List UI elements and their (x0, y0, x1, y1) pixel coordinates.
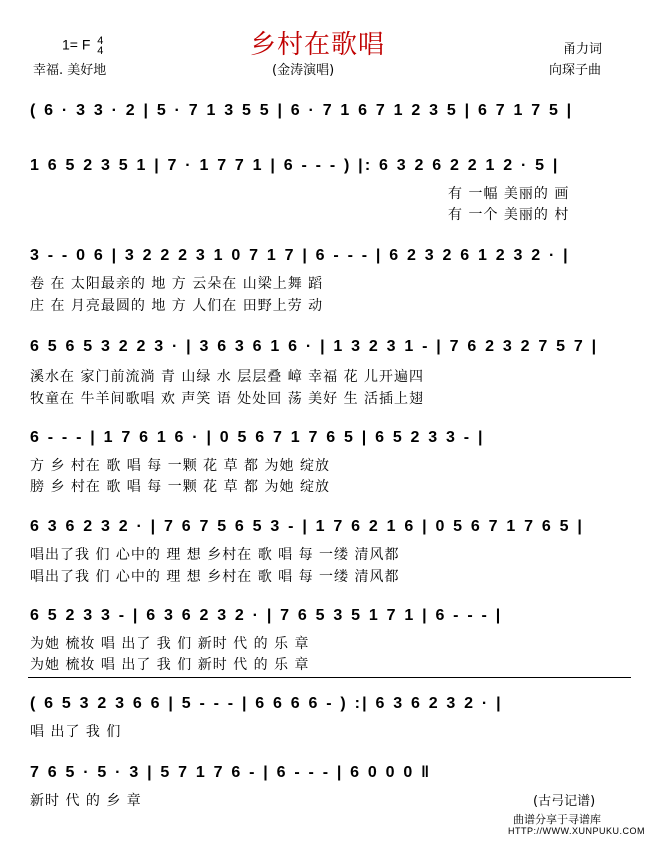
key-signature (62, 36, 103, 56)
lyric-row-2-verse-2: 有 一个 美丽的 村 (448, 207, 570, 223)
notation-row-7: 6 5 2 3 3 - | 6 3 6 2 3 2 · | 7 6 5 3 5 1 7 1 | 6 - - - | (30, 607, 503, 624)
lyric-row-9: 新时 代 的 乡 章 (30, 793, 142, 809)
source-url: HTTP://WWW.XUNPUKU.COM (508, 826, 645, 836)
lyric-row-4-verse-1: 溪水在 家门前流淌 青 山绿 水 层层叠 嶂 幸福 花 儿开遍四 (30, 369, 425, 385)
notation-row-9: 7 6 5 · 5 · 3 | 5 7 1 7 6 - | 6 - - - | 6 0 0 0 ‖ (30, 764, 432, 781)
tempo-mood: 幸福. 美好地 (33, 63, 107, 78)
volta-line (28, 677, 631, 678)
time-signature (97, 36, 103, 56)
lyric-row-4-verse-2: 牧童在 牛羊间歌唱 欢 声笑 语 处处回 荡 美好 生 活插上翅 (30, 391, 425, 407)
lyric-row-5-verse-2: 膀 乡 村在 歌 唱 每 一颗 花 草 都 为她 绽放 (30, 479, 330, 495)
notation-row-2: 1 6 5 2 3 5 1 | 7 · 1 7 7 1 | 6 - - - ) |: 6 3 2 6 2 2 1 2 · 5 | (30, 157, 560, 174)
key-label: 1= F (62, 36, 91, 53)
performer: (金涛演唱) (272, 63, 335, 78)
lyric-row-2-verse-1: 有 一幅 美丽的 画 (448, 186, 570, 202)
lyric-row-3-verse-2: 庄 在 月亮最圆的 地 方 人们在 田野上劳 动 (30, 298, 324, 314)
composer: 向琛子曲 (549, 63, 602, 78)
lyric-row-8: 唱 出了 我 们 (30, 724, 122, 740)
song-title: 乡村在歌唱 (250, 30, 386, 60)
lyric-row-5-verse-1: 方 乡 村在 歌 唱 每 一颗 花 草 都 为她 绽放 (30, 458, 330, 474)
notation-row-3: 3 - - 0 6 | 3 2 2 2 3 1 0 7 1 7 | 6 - - - | 6 2 3 2 6 1 2 3 2 · | (30, 247, 570, 264)
notation-row-6: 6 3 6 2 3 2 · | 7 6 7 5 6 5 3 - | 1 7 6 2 1 6 | 0 5 6 7 1 7 6 5 | (30, 518, 585, 535)
lyric-row-3-verse-1: 卷 在 太阳最亲的 地 方 云朵在 山梁上舞 蹈 (30, 276, 324, 292)
lyric-row-6-verse-2: 唱出了我 们 心中的 理 想 乡村在 歌 唱 每 一缕 清风都 (30, 569, 400, 585)
lyric-row-7-verse-1: 为她 梳妆 唱 出了 我 们 新时 代 的 乐 章 (30, 636, 310, 652)
notation-row-8: ( 6 5 3 2 3 6 6 | 5 - - - | 6 6 6 6 - ) :| 6 3 6 2 3 2 · | (30, 695, 503, 712)
lyric-row-6-verse-1: 唱出了我 们 心中的 理 想 乡村在 歌 唱 每 一缕 清风都 (30, 547, 400, 563)
transcriber-note: (古弓记谱) (533, 794, 596, 809)
lyricist: 甬力词 (563, 42, 603, 57)
notation-row-4: 6 5 6 5 3 2 2 3 · | 3 6 3 6 1 6 · | 1 3 2 3 1 - | 7 6 2 3 2 7 5 7 | (30, 338, 599, 355)
lyric-row-7-verse-2: 为她 梳妆 唱 出了 我 们 新时 代 的 乐 章 (30, 657, 310, 673)
notation-row-5: 6 - - - | 1 7 6 1 6 · | 0 5 6 7 1 7 6 5 | 6 5 2 3 3 - | (30, 429, 485, 446)
notation-row-1: ( 6 · 3 3 · 2 | 5 · 7 1 3 5 5 | 6 · 7 1 6 7 1 2 3 5 | 6 7 1 7 5 | (30, 102, 574, 119)
source-credit: 曲谱分享于寻谱库 (513, 813, 601, 826)
time-bottom: 4 (97, 45, 104, 57)
time-top: 4 (97, 35, 104, 47)
